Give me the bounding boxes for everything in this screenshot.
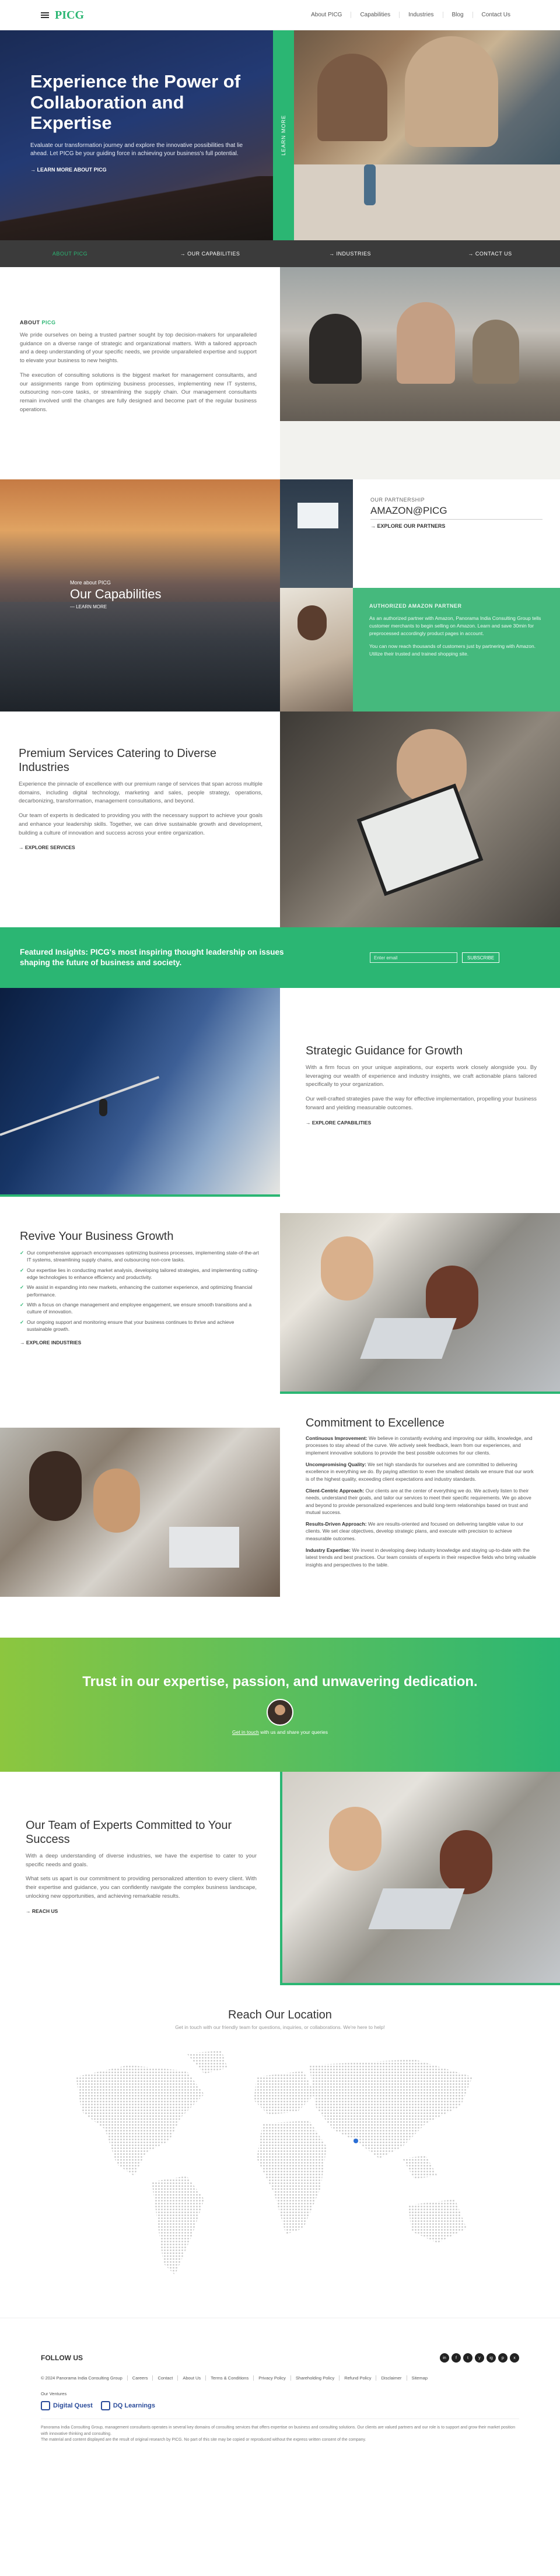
reach-us-label: REACH US <box>32 1908 58 1914</box>
asia-shape <box>309 2059 473 2158</box>
location-marker-icon[interactable] <box>354 2139 358 2143</box>
team-person-1 <box>329 1807 382 1871</box>
world-map[interactable] <box>52 2042 508 2298</box>
revive-title: Revive Your Business Growth <box>20 1230 174 1243</box>
tab-industries[interactable]: → INDUSTRIES <box>328 251 372 257</box>
about-eyebrow-text: ABOUT <box>20 320 40 325</box>
commitment-key: Client-Centric Approach: <box>306 1487 365 1494</box>
commitment-value: Our clients are at the center of everything we do. We actively listen to their needs, understand their goals, and tailor our services to meet their specific requirements. We go above and beyond to provide personalized experiences and build long-term relationships based on trust and mutual success. <box>306 1487 531 1515</box>
africa-shape <box>257 2121 327 2234</box>
social-icons <box>440 2353 519 2363</box>
trust-title: Trust in our expertise, passion, and unwavering dedication. <box>82 1674 478 1690</box>
capabilities-more[interactable]: — LEARN MORE <box>70 604 107 609</box>
revive-section <box>0 1213 560 1394</box>
footer-link-about[interactable]: About Us <box>177 2375 205 2381</box>
explore-capabilities-label: EXPLORE CAPABILITIES <box>312 1119 372 1126</box>
email-input[interactable]: Enter email <box>370 952 457 963</box>
capabilities-more-label: LEARN MORE <box>76 604 107 609</box>
commitment-key: Results-Driven Approach: <box>306 1521 367 1527</box>
tab-capabilities[interactable]: → OUR CAPABILITIES <box>180 251 240 257</box>
nav-blog[interactable]: Blog <box>443 12 473 18</box>
about-eyebrow-accent: PICG <box>41 320 56 325</box>
tab-contact[interactable]: → CONTACT US <box>468 251 512 257</box>
meeting-person-2 <box>397 302 455 384</box>
commitment-item <box>306 1547 537 1568</box>
about-p1: We pride ourselves on being a trusted partner sought by top decision-makers for unparalleled guidance on a diverse range of strategic and organizational matters. With a tailored approach and a deep understanding of your specific needs, we provide unparalleled expertise and support to elevate your business to new heights. <box>20 332 257 365</box>
partnership-link-label: EXPLORE OUR PARTNERS <box>377 523 446 529</box>
amazon-title: AUTHORIZED AMAZON PARTNER <box>369 603 462 609</box>
laptop-person-1 <box>321 1236 373 1301</box>
commitment-item <box>306 1461 537 1482</box>
strategic-p2: Our well-crafted strategies pave the way for effective implementation, propelling your business forward and yielding measurable outcomes. <box>306 1096 537 1111</box>
logo[interactable] <box>55 9 84 21</box>
disclaimer-1: Panorama India Consulting Group, management consultants operates in several key domains of consulting services that offers expertise on business and consulting solutions. Our clients are valued partners and our role is to support and grow their market position with innovative thinking and consulting. <box>41 2426 516 2436</box>
hero-cta[interactable]: → LEARN MORE ABOUT PICG <box>30 166 107 173</box>
commitment-key: Uncompromising Quality: <box>306 1461 366 1467</box>
dq-learnings-logo[interactable] <box>101 2401 155 2410</box>
subscribe-button[interactable]: SUBSCRIBE <box>462 952 499 963</box>
presentation-screen <box>298 503 338 528</box>
sky-beam <box>0 1076 159 1136</box>
commitment-item <box>306 1487 537 1516</box>
amazon-p1: As an authorized partner with Amazon, Panorama India Consulting Group tells customer merchants to begin selling on Amazon. Learn and save 30min for preprocessed accordingly product pages in account. <box>369 615 541 636</box>
hero-cta-label: LEARN MORE ABOUT PICG <box>37 166 107 173</box>
youtube-icon[interactable]: y <box>475 2353 484 2363</box>
team-p2: What sets us apart is our commitment to providing personalized attention to every client. With their expertise and guidance, you can confidently navigate the complex business landscape, unlocking new opportunities, and achieving remarkable results. <box>26 1876 257 1899</box>
list-item: ✓ With a focus on change management and employee engagement, we ensure smooth transitions and a culture of innovation. <box>20 1301 260 1316</box>
hero <box>0 30 560 240</box>
premium-p1: Experience the pinnacle of excellence with our premium range of services that span across multiple domains, including digital technology, marketing and sales, people strategy, operations, decarbonizing, transformation, management consultations, and beyond. <box>19 781 262 805</box>
list-item: ✓ Our expertise lies in conducting market analysis, developing tailored strategies, and implementing cutting-edge technologies to enhance efficiency and productivity. <box>20 1267 260 1281</box>
partnership-title: AMAZON@PICG <box>370 505 542 520</box>
digital-quest-label: Digital Quest <box>53 2402 93 2409</box>
list-item: ✓ Our comprehensive approach encompasses optimizing business processes, implementing state-of-the-art IT systems, streamlining supply chains, and outsourcing non-core tasks. <box>20 1249 260 1264</box>
follow-us-title: FOLLOW US <box>41 2354 83 2362</box>
strategic-p1: With a firm focus on your unique aspirations, our experts work closely alongside you. By leveraging our wealth of experience and industry insights, we craft actionable plans tailored specifically to your organization. <box>306 1064 537 1088</box>
nav-about[interactable]: About PICG <box>311 12 342 18</box>
commitment-key: Industry Expertise: <box>306 1547 351 1554</box>
footer-link-disclaimer[interactable]: Disclaimer <box>376 2375 406 2381</box>
meeting-table <box>280 421 560 479</box>
hero-person-1 <box>317 54 387 141</box>
menu-icon[interactable] <box>41 12 49 18</box>
hero-table <box>294 164 560 240</box>
tablet-image <box>280 712 560 927</box>
digital-quest-logo[interactable] <box>41 2401 93 2410</box>
ventures-label: Our Ventures <box>41 2391 67 2396</box>
laptop-device <box>360 1318 456 1359</box>
amazon-p2: You can now reach thousands of customers just by partnering with Amazon. Utilize their trusted and trained shopping site. <box>369 643 536 657</box>
hero-image <box>294 30 560 240</box>
nav-contact[interactable]: Contact Us <box>473 12 519 18</box>
south-america-shape <box>152 2176 204 2275</box>
world-map-svg <box>52 2042 508 2298</box>
dq-learnings-icon <box>101 2401 110 2410</box>
premium-text <box>0 712 280 927</box>
footer-link-shareholding[interactable]: Shareholding Policy <box>290 2375 339 2381</box>
premium-title: Premium Services Catering to Diverse Industries <box>19 747 216 774</box>
tablet-device <box>356 783 483 896</box>
explore-capabilities-link[interactable]: → EXPLORE CAPABILITIES <box>306 1119 372 1126</box>
insights-banner <box>0 927 560 988</box>
partner-grid <box>280 479 560 712</box>
team-laptop <box>368 1888 464 1929</box>
footer-top <box>41 2353 519 2363</box>
tab-about[interactable]: ABOUT PICG <box>52 251 88 257</box>
capabilities-partner-section <box>0 479 560 712</box>
team-section <box>0 1772 560 1985</box>
explore-services-label: EXPLORE SERVICES <box>24 844 75 851</box>
dq-learnings-label: DQ Learnings <box>113 2402 155 2409</box>
women-laptop <box>169 1527 239 1568</box>
location-subtitle: Get in touch with our friendly team for questions, inquiries, or collaborations. We're here to help! <box>175 2024 385 2030</box>
list-item: ✓ Our ongoing support and monitoring ensure that your business continues to thrive and achieve sustainable growth. <box>20 1319 260 1333</box>
partnership-label: OUR PARTNERSHIP <box>370 497 425 503</box>
x-icon[interactable]: x <box>510 2353 519 2363</box>
commitment-value: We invest in developing deep industry knowledge and staying up-to-date with the latest trends and best practices. Our team consists of experts in their respective fields who bring valuable insights and perspectives to the table. <box>306 1547 536 1568</box>
partnership-row <box>280 479 560 588</box>
europe-shape <box>254 2071 315 2115</box>
trust-section <box>0 1638 560 1772</box>
hero-text: Evaluate our transformation journey and explore the innovative possibilities that lie ahead. Let PICG be your guiding force in achieving your business's full potential. <box>30 142 243 157</box>
amazon-card <box>353 588 560 712</box>
facebook-icon[interactable]: f <box>452 2353 461 2363</box>
footer-disclaimer <box>41 2419 519 2444</box>
strategic-section <box>0 988 560 1197</box>
australia-shape <box>408 2199 467 2243</box>
logo-text: PICG <box>55 8 84 22</box>
commitment-key: Continuous Improvement: <box>306 1435 368 1441</box>
list-item: ✓ We assist in expanding into new markets, enhancing the customer experience, and optimizing financial performance. <box>20 1284 260 1298</box>
amazon-row <box>280 588 560 712</box>
north-america-shape <box>76 2065 204 2176</box>
nav-capabilities[interactable]: Capabilities <box>351 12 399 18</box>
woman-image <box>280 588 353 712</box>
section-tabs <box>0 240 560 267</box>
women-image <box>0 1428 280 1597</box>
reach-us-link[interactable]: → REACH US <box>26 1908 58 1914</box>
tab-capabilities-label: OUR CAPABILITIES <box>187 251 240 257</box>
get-in-touch-link[interactable]: Get in touch <box>232 1729 259 1736</box>
team-text <box>0 1772 280 1985</box>
trust-cta-rest: with us and share your queries <box>260 1729 328 1736</box>
capabilities-small: More about PICG <box>70 580 111 586</box>
commitment-section <box>0 1416 560 1638</box>
hero-side-strip[interactable] <box>273 30 294 240</box>
team-p1: With a deep understanding of diverse industries, we have the expertise to cater to your specific needs and goals. <box>26 1853 257 1868</box>
instagram-icon[interactable]: ig <box>487 2353 496 2363</box>
capabilities-title: Our Capabilities <box>70 587 162 601</box>
team-image <box>280 1772 560 1985</box>
about-eyebrow <box>20 320 257 325</box>
about-section <box>0 267 560 479</box>
banner-text: Featured Insights: PICG's most inspiring thought leadership on issues shaping the future of business and society. <box>20 947 284 967</box>
footer-link-careers[interactable]: Careers <box>127 2375 153 2381</box>
digital-quest-icon <box>41 2401 50 2410</box>
tab-industries-label: INDUSTRIES <box>336 251 372 257</box>
laptop-image <box>280 1213 560 1394</box>
footer-link-privacy[interactable]: Privacy Policy <box>253 2375 290 2381</box>
footer-copyright: © 2024 Panorama India Consulting Group <box>41 2375 123 2381</box>
explore-industries-link[interactable]: → EXPLORE INDUSTRIES <box>20 1340 82 1346</box>
strategic-title: Strategic Guidance for Growth <box>306 1045 463 1057</box>
footer-link-refund[interactable]: Refund Policy <box>339 2375 376 2381</box>
meeting-person-1 <box>309 314 362 384</box>
woman-figure <box>298 605 327 640</box>
avatar <box>267 1699 293 1726</box>
venture-brands <box>41 2401 519 2410</box>
hero-title: Experience the Power of Collaboration and Expertise <box>30 71 241 134</box>
partnership-text <box>353 479 560 588</box>
hero-side-label: LEARN MORE <box>281 115 286 156</box>
hero-person-2 <box>405 36 498 147</box>
capabilities-text <box>70 580 280 609</box>
commitment-text <box>280 1416 560 1638</box>
hero-panel <box>0 30 273 240</box>
women-person-2 <box>93 1469 140 1533</box>
site-header <box>0 0 560 30</box>
footer <box>0 2318 560 2470</box>
premium-section <box>0 712 560 927</box>
location-section <box>0 1985 560 2318</box>
tab-contact-label: CONTACT US <box>475 251 512 257</box>
meeting-person-3 <box>473 320 519 384</box>
revive-text <box>0 1213 280 1394</box>
greenland-shape <box>187 2051 228 2074</box>
about-text <box>0 267 280 479</box>
premium-p2: Our team of experts is dedicated to providing you with the necessary support to achieve your goals and enhance your leadership skills. Together, we can drive sustainable growth and development, building a culture of innovation and success across your entire organization. <box>19 812 262 836</box>
commitment-value: We set high standards for ourselves and are committed to delivering excellence in everything we do. By paying attention to even the smallest details we ensure that our work is of the highest quality, exceeding client expectations and industry standards. <box>306 1461 534 1482</box>
women-person-1 <box>29 1451 82 1521</box>
sky-figure <box>99 1099 107 1116</box>
southeast-asia-shape <box>402 2156 438 2179</box>
commitment-value: We are results-oriented and focused on delivering tangible value to our clients. We set clear objectives, develop strategic plans, and execute with precision to achieve measurable outcomes. <box>306 1521 524 1541</box>
explore-industries-label: EXPLORE INDUSTRIES <box>26 1340 82 1346</box>
disclaimer-2: The material and content displayed are the result of original research by PICG. No part of this site may be copied or reproduced without the express written consent of the company. <box>41 2438 366 2442</box>
explore-services-link[interactable]: → EXPLORE SERVICES <box>19 844 75 851</box>
hero-bottle <box>364 164 376 205</box>
continents <box>76 2051 473 2275</box>
commitment-item <box>306 1435 537 1456</box>
commitment-title: Commitment to Excellence <box>306 1417 444 1429</box>
sky-image <box>0 988 280 1197</box>
footer-link-sitemap[interactable]: Sitemap <box>407 2375 433 2381</box>
team-person-2 <box>440 1830 492 1894</box>
lake-image <box>0 602 280 712</box>
meeting-image <box>280 267 560 479</box>
commitment-item <box>306 1520 537 1542</box>
commitment-value: We believe in constantly evolving and improving our skills, knowledge, and processes to stay ahead of the curve. We actively seek feedback, learn from our experiences, and implement innovative solutions to provide the best possible outcomes for our clients. <box>306 1435 533 1456</box>
presentation-image <box>280 479 353 588</box>
trust-cta <box>0 1729 560 1735</box>
footer-link-terms[interactable]: Terms & Conditions <box>205 2375 253 2381</box>
about-p2: The execution of consulting solutions is the biggest market for management consultants, and our assignments range from optimizing business processes, implementing new IT systems, outsourcing non-core tasks, or streamlining the supply chain. Our management consultants remain involved until the changes are fully designed and become part of the regular business operations. <box>20 371 257 413</box>
team-title: Our Team of Experts Committed to Your Success <box>26 1819 232 1846</box>
pinterest-icon[interactable]: p <box>498 2353 508 2363</box>
nav-industries[interactable]: Industries <box>399 12 442 18</box>
footer-links <box>41 2375 519 2381</box>
partnership-link[interactable]: → EXPLORE OUR PARTNERS <box>370 523 446 529</box>
twitter-icon[interactable]: t <box>463 2353 473 2363</box>
footer-link-contact[interactable]: Contact <box>152 2375 177 2381</box>
location-title: Reach Our Location <box>228 2009 332 2021</box>
strategic-text <box>280 988 560 1197</box>
linkedin-icon[interactable]: in <box>440 2353 449 2363</box>
capabilities-card[interactable] <box>0 479 280 712</box>
revive-list <box>20 1249 260 1333</box>
main-nav <box>302 12 519 18</box>
